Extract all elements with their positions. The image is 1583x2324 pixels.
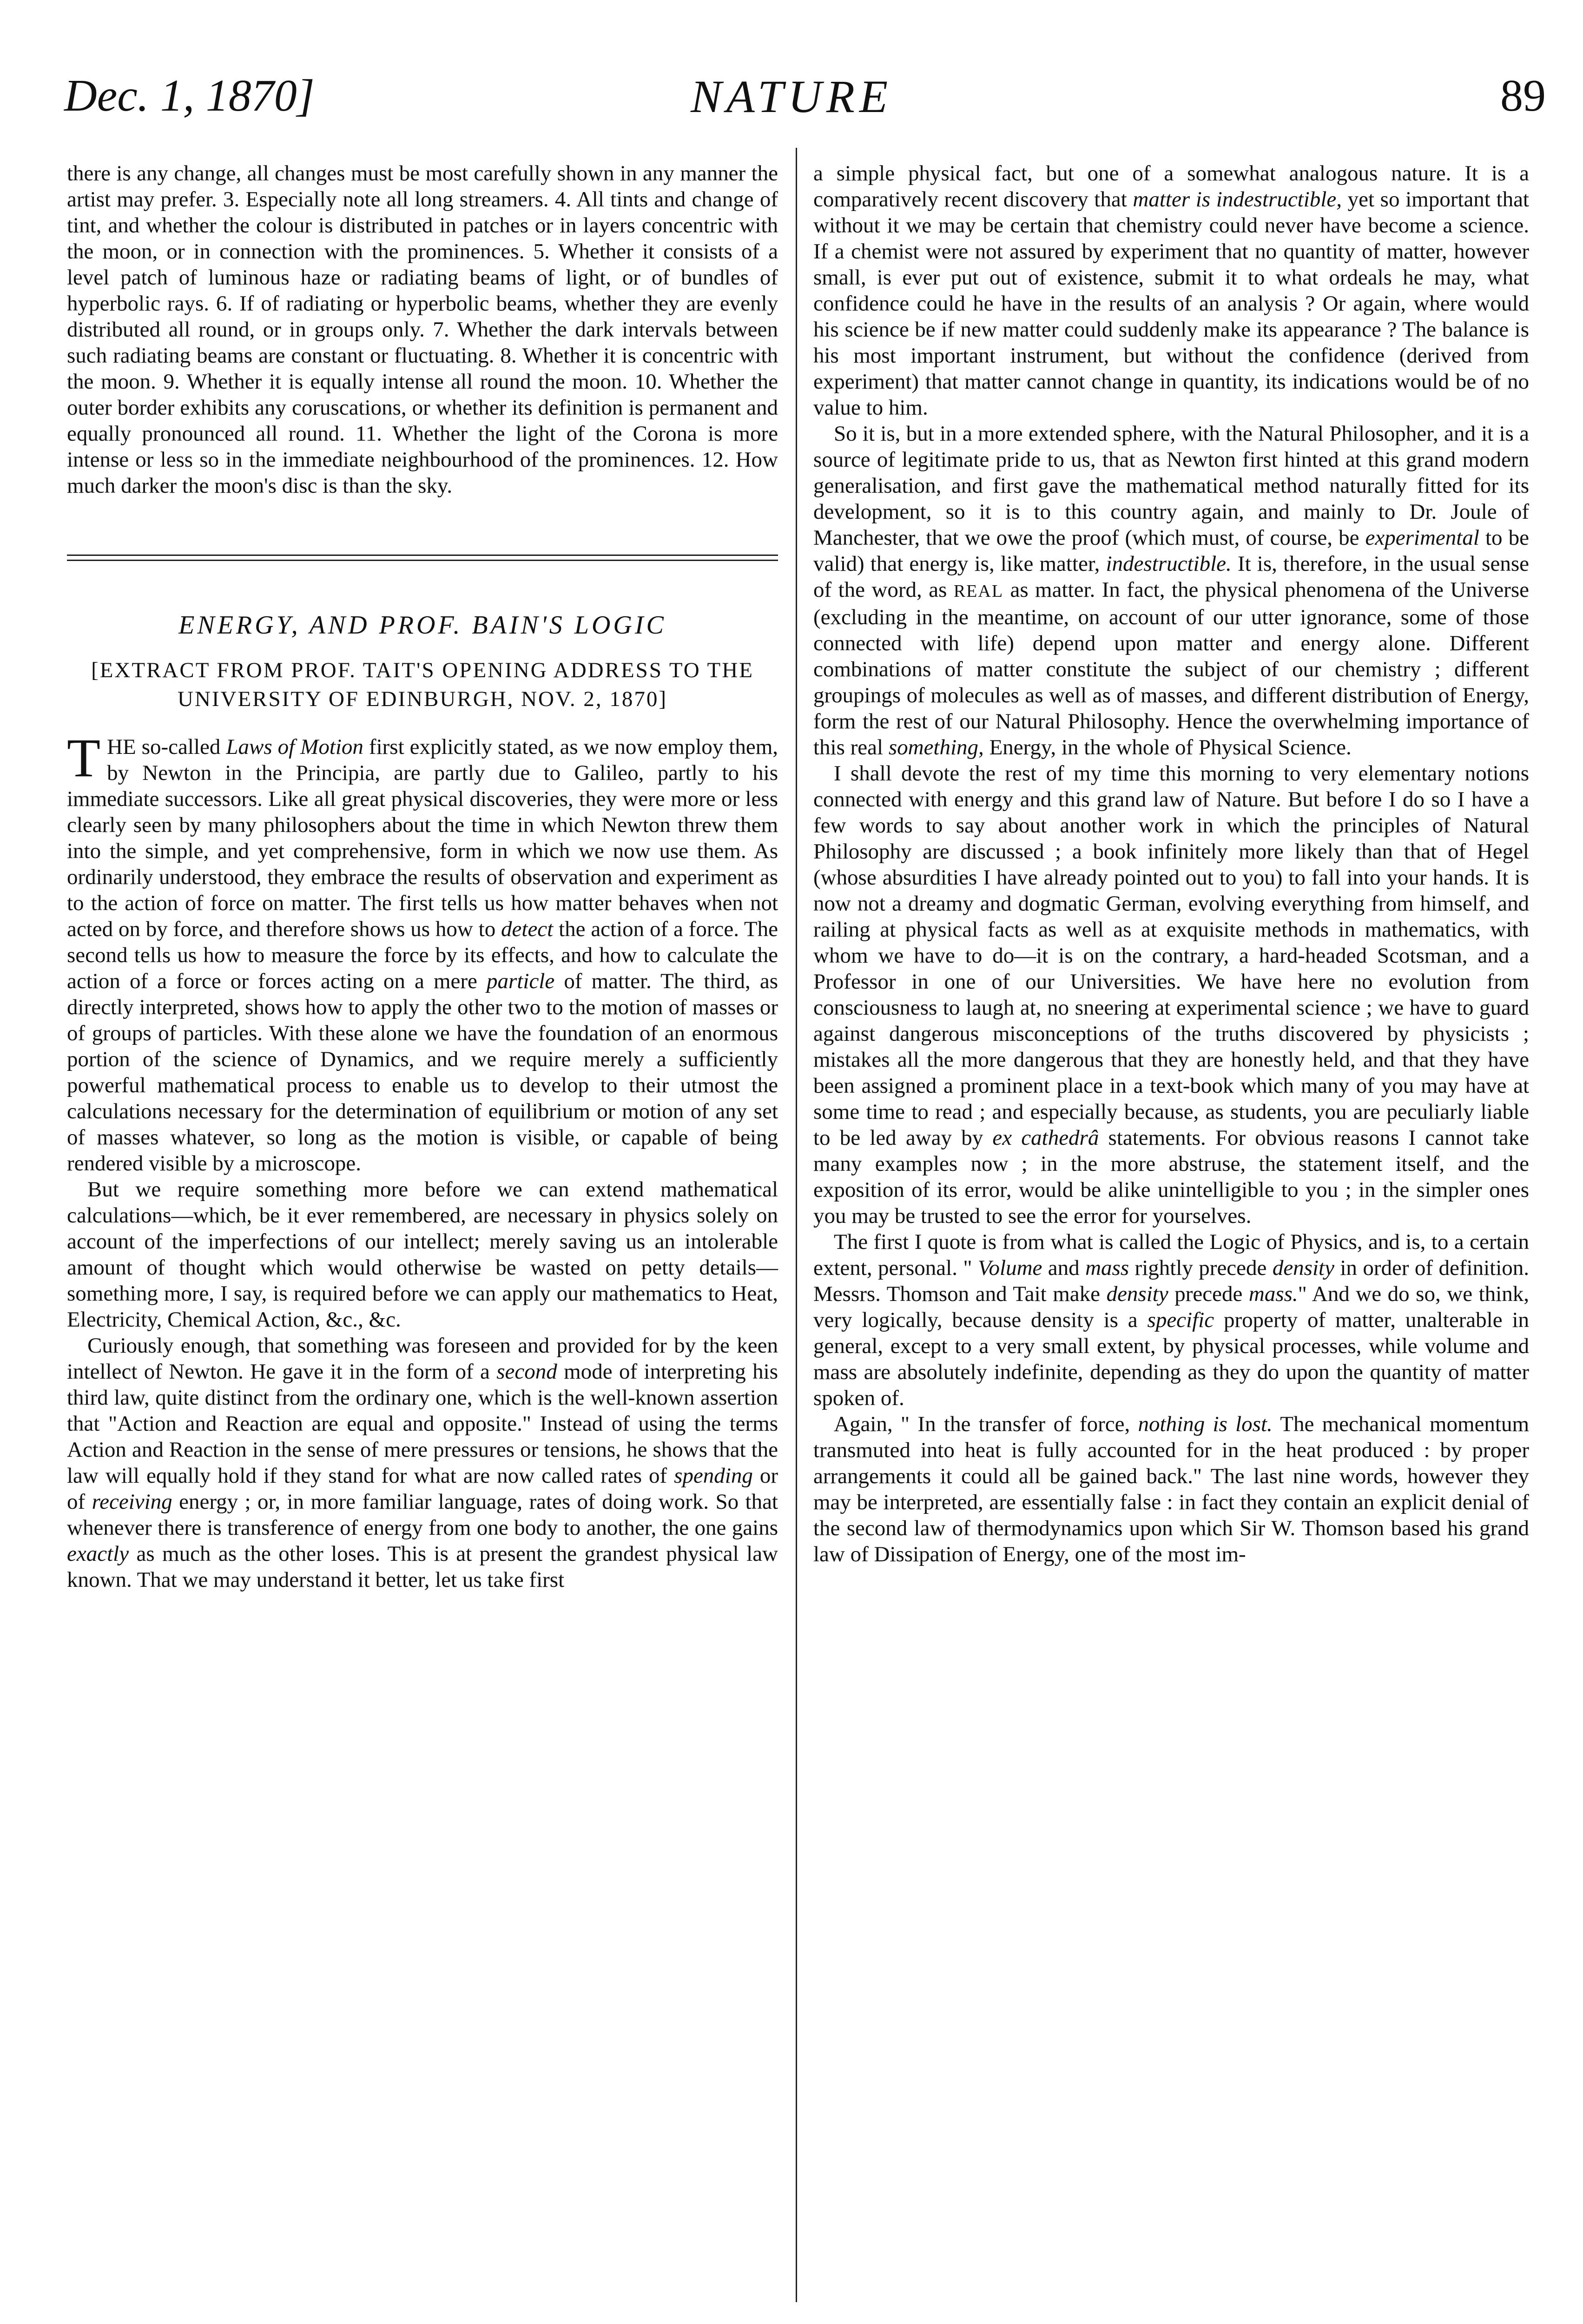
page-number: 89 [1500,71,1546,121]
corona-instructions-paragraph: there is any change, all changes must be most carefully shown in any manner the artist may prefer. 3. Especially note all long streamers. 4. All tints and change of tint, and whether the colour is distributed in patches or in layers concentric with the moon, or in connection with the prominences. 5. Whether it consists of a level patch of luminous haze or radiating beams of light, or of bundles of hyperbolic rays. 6. If of radiating or hyperbolic beams, whether they are evenly distributed all round, or in groups only. 7. Whether the dark intervals between such radiating beams are constant or fluctuating. 8. Whether it is concentric with the moon. 9. Whether it is equally intense all round the moon. 10. Whether the outer border exhibits any coruscations, or whether its definition is permanent and equally pronounced all round. 11. Whether the light of the Corona is more intense or less so in the immediate neighbourhood of the prominences. 12. How much darker the moon's disc is than the sky. [67,161,778,498]
article-paragraph-4: a simple physical fact, but one of a somewhat analogous nature. It is a comparatively recent discovery that matter is indestructible, yet so important that without it we may be certain that chemistry could never have become a science. If a chemist were not assured by experiment that no quantity of matter, however small, is ever put out of existence, submit it to what ordeals he may, what confidence could he have in the results of an analysis ? Or again, where would his science be if new matter could suddenly make its appearance ? The balance is his most important instrument, but without the confidence (derived from experiment) that matter cannot change in quantity, its indications would be of no value to him. [813,161,1529,420]
article-subtitle: [EXTRACT FROM PROF. TAIT'S OPENING ADDRESS TO THE UNIVERSITY OF EDINBURGH, NOV. 2, 1870] [91,658,754,711]
article-paragraph-5: So it is, but in a more extended sphere, with the Natural Philosopher, and it is a source of legitimate pride to us, that as Newton first hinted at this grand modern generalisation, and first gave the mathematical method naturally fitted for its development, so it is to this country again, and mainly to Dr. Joule of Manchester, that we owe the proof (which must, of course, be experimental to be valid) that energy is, like matter, indestructible. It is, therefore, in the usual sense of the word, as REAL as matter. In fact, the physical phenomena of the Universe (excluding in the meantime, on account of our utter ignorance, some of those connected with life) depend upon matter and energy alone. Different combinations of matter constitute the subject of our chemistry ; different groupings of molecules as well as of masses, and different distribution of Energy, form the rest of our Natural Philosophy. Hence the overwhelming importance of this real something, Energy, in the whole of Physical Science. [813,422,1529,759]
journal-title: NATURE [690,71,893,122]
column-divider [796,148,797,2302]
issue-date: Dec. 1, 1870] [64,71,315,121]
article-paragraph-8: Again, " In the transfer of force, nothing is lost. The mechanical momentum transmuted into heat is fully accounted for in the heat produced : by proper arrangements it could all be gained back." The last nine words, however they may be interpreted, are essentially false : in fact they contain an explicit denial of the second law of thermodynamics upon which Sir W. Thomson based his grand law of Dissipation of Energy, one of the most im- [813,1412,1529,1566]
article-paragraph-3: Curiously enough, that something was foreseen and provided for by the keen intellect of Newton. He gave it in the form of a second mode of interpreting his third law, quite distinct from the ordinary one, which is the well-known assertion that "Action and Reaction are equal and opposite." Instead of using the terms Action and Reaction in the sense of mere pressures or tensions, he shows that the law will equally hold if they stand for what are now called rates of spending or of receiving energy ; or, in more familiar language, rates of doing work. So that whenever there is transference of energy from one body to another, the one gains exactly as much as the other loses. This is at present the grandest physical law known. That we may understand it better, let us take first [67,1334,778,1592]
drop-cap: T [67,727,101,788]
article-paragraph-1: THE so-called Laws of Motion first explicitly stated, as we now employ them, by Newton in the Principia, are partly due to Galileo, partly to his immediate successors. Like all great physical discoveries, they were more or less clearly seen by many philosophers about the time in which Newton threw them into the simple, and yet comprehensive, form in which we now use them. As ordinarily understood, they embrace the results of observation and experiment as to the action of force on matter. The first tells us how matter behaves when not acted on by force, and therefore shows us how to detect the action of a force. The second tells us how to measure the force by its effects, and how to calculate the action of a force or forces acting on a mere particle of matter. The third, as directly interpreted, shows how to apply the other two to the motion of masses or of groups of particles. With these alone we have the foundation of an enormous portion of the science of Dynamics, and we require merely a sufficiently powerful mathematical process to enable us to develop to their utmost the calculations necessary for the determination of equilibrium or motion of any set of masses whatever, so long as the motion is visible, or capable of being rendered visible by a microscope. [67,727,778,1175]
right-column [813,160,1529,1567]
section-separator [67,555,778,561]
article-paragraph-7: The first I quote is from what is called the Logic of Physics, and is, to a certain extent, personal. " Volume and mass rightly precede density in order of definition. Messrs. Thomson and Tait make density precede mass." And we do so, we think, very logically, because density is a specific property of matter, unalterable in general, except to a very small extent, by physical processes, while volume and mass are absolutely indefinite, depending as they do upon the quantity of matter spoken of. [813,1230,1529,1410]
article-paragraph-6: I shall devote the rest of my time this morning to very elementary notions connected with energy and this grand law of Nature. But before I do so I have a few words to say about another work in which the principles of Natural Philosophy are discussed ; a book infinitely more likely than that of Hegel (whose absurdities I have already pointed out to you) to fall into your hands. It is now not a dreamy and dogmatic German, evolving everything from himself, and railing at physical facts as well as at exquisite methods in mathematics, with whom we have to do—it is on the contrary, a hard-headed Scotsman, and a Professor in one of our Universities. We have here no evolution from consciousness to laugh at, no sneering at experimental science ; we have to guard against dangerous misconceptions of the truths discovered by physicists ; mistakes all the more dangerous that they are honestly held, and that they have been assigned a prominent place in a text-book which many of you may have at some time to read ; and especially because, as students, you are peculiarly liable to be led away by ex cathedrâ statements. For obvious reasons I cannot take many examples now ; in the more abstruse, the statement itself, and the exposition of its error, would be alike unintelligible to you ; in the simpler ones you may be trusted to see the error for yourselves. [813,761,1529,1228]
left-column [67,160,778,1593]
article-title: ENERGY, AND PROF. BAIN'S LOGIC [178,611,666,640]
article-paragraph-2: But we require something more before we can extend mathematical calculations—which, be it ever remembered, are necessary in physics solely on account of the imperfections of our intellect; merely saving us an intolerable amount of thought which would otherwise be wasted on petty details—something more, I say, is required before we can apply our mathematics to Heat, Electricity, Chemical Action, &c., &c. [67,1177,778,1332]
page-header [0,70,1583,125]
